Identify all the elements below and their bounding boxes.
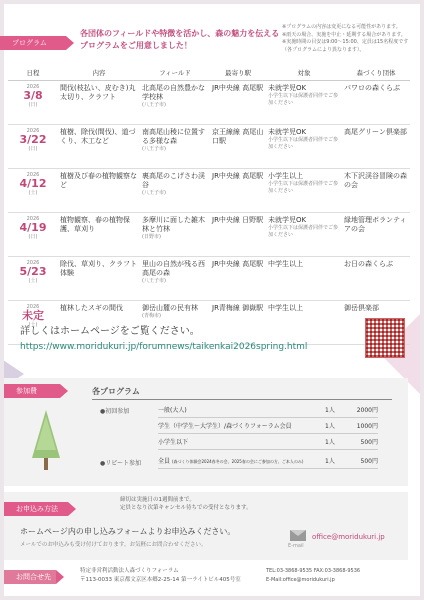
contact-info	[266, 567, 360, 585]
row-group: 高尾グリーン倶楽部	[342, 124, 410, 168]
row-date	[8, 80, 58, 124]
row-date	[8, 256, 58, 300]
row-weekday: (土)	[28, 321, 38, 328]
row-target	[266, 124, 342, 168]
row-field-city: (青梅市)	[142, 312, 161, 319]
schedule-header-row	[8, 66, 410, 80]
row-field	[140, 256, 210, 300]
fee-label: 小学生以下	[158, 439, 189, 446]
row-field-city: (日野市)	[142, 233, 161, 240]
row-group: 木下沢渓谷冒険の森の会	[342, 168, 410, 212]
row-field-city: (八王子市)	[142, 101, 166, 108]
fee-row	[158, 455, 378, 469]
row-target-main: 中学生以上	[268, 303, 303, 312]
fee-amount: 500円	[360, 458, 378, 465]
contact-email[interactable]: E-Mail:office@moridukuri.jp	[266, 577, 335, 583]
fee-row	[158, 404, 378, 418]
row-group: 御岳倶楽部	[342, 300, 410, 344]
row-station: JR中央線 高尾駅	[210, 256, 266, 300]
fee-repeat-label: ●リピート参加	[100, 460, 141, 467]
contact-tel: TEL:03-3868-9535 FAX:03-3868-9536	[266, 568, 361, 574]
row-target-main: 未就学児OK	[268, 127, 307, 136]
row-target-main: 未就学児OK	[268, 83, 307, 92]
fee-first-label: ●初回参加	[100, 408, 130, 415]
row-field-city: (八王子市)	[142, 189, 166, 196]
note-line: ※雨天の場合、実施を中止・延期する場合があります。	[282, 31, 406, 38]
row-target-note: 小学生以下は保護者同伴でご参加ください	[268, 136, 339, 150]
qr-code-icon	[365, 318, 405, 358]
inquiry-ribbon: お問合せ先	[4, 570, 56, 584]
row-day: 5/23	[19, 264, 47, 278]
fee-row	[158, 420, 378, 434]
program-url-link[interactable]: https://www.moridukuri.jp/forumnews/taikenkai2026spring.html	[20, 342, 308, 352]
row-target-main: 小学生以上	[268, 171, 303, 180]
row-weekday: (日)	[28, 145, 38, 152]
organization-info	[80, 567, 241, 585]
fee-count: 1人	[325, 407, 335, 414]
fee-count: 1人	[325, 458, 335, 465]
fee-label: 学生（中学生〜大学生）/森づくりフォーラム会員	[158, 423, 292, 430]
row-target-main: 中学生以上	[268, 259, 303, 268]
row-date	[8, 124, 58, 168]
row-field-name: 御岳山麓の民有林	[142, 303, 198, 312]
tree-icon	[30, 410, 62, 470]
row-station: 京王線線 高尾山口駅	[210, 124, 266, 168]
row-target	[266, 80, 342, 124]
fee-label	[158, 455, 303, 469]
row-group: 緑地管理ボランティアの会	[342, 212, 410, 256]
row-field	[140, 124, 210, 168]
fee-label: 一般(大人)	[158, 407, 187, 414]
row-year: 2026	[26, 259, 40, 266]
col-content: 内容	[58, 66, 140, 80]
row-day: 未定	[22, 308, 44, 322]
row-day: 3/22	[19, 132, 47, 146]
row-target	[266, 168, 342, 212]
row-target-note: 小学生以下は保護者同伴でご参加ください	[268, 224, 339, 238]
row-field-name: 多摩川に面した雑木林と竹林	[142, 215, 205, 233]
row-station: JR中央線 高尾駅	[210, 168, 266, 212]
row-target	[266, 256, 342, 300]
apply-line: 締切は実施日の1週間前まで。	[120, 497, 195, 503]
row-field-name: 里山の自然が残る西高尾の森	[142, 259, 205, 277]
fee-label-text: 全員	[158, 458, 171, 465]
apply-line: 定員となり次第キャンセル待ちでの受付となります。	[120, 505, 252, 511]
apply-email-link[interactable]: office@moridukuri.jp	[312, 533, 385, 541]
row-date	[8, 168, 58, 212]
row-field	[140, 80, 210, 124]
org-address: 〒113-0033 東京都文京区本郷2-25-14 第一ライトビル405号室	[80, 577, 241, 583]
row-year: 2026	[26, 83, 40, 90]
row-year: 2026	[26, 215, 40, 222]
row-station: JR中央線 高尾駅	[210, 80, 266, 124]
row-target-note: 小学生以下は保護者同伴でご参加ください	[268, 92, 339, 106]
row-field-city: (八王子市)	[142, 277, 166, 284]
col-target: 対象	[266, 66, 342, 80]
row-group: パワロの森くらぶ	[342, 80, 410, 124]
row-target	[266, 300, 342, 344]
fee-amount: 500円	[360, 439, 378, 446]
row-year: 2026	[26, 303, 40, 310]
more-info-text: 詳しくはホームページをご覧ください。	[20, 326, 200, 337]
row-weekday: (土)	[28, 277, 38, 284]
fee-count: 1人	[325, 439, 335, 446]
row-group: お日の森くらぶ	[342, 256, 410, 300]
row-day: 4/19	[19, 220, 47, 234]
col-field: フィールド	[140, 66, 210, 80]
row-year: 2026	[26, 171, 40, 178]
schedule-row	[8, 212, 410, 256]
apply-sub-text: メールでのお申込みも受け付けております。お気軽にお問合わせください。	[20, 542, 207, 548]
schedule-table	[8, 66, 410, 345]
program-notes	[282, 24, 414, 54]
row-weekday: (土)	[28, 189, 38, 196]
fee-count: 1人	[325, 423, 335, 430]
fee-row	[158, 436, 378, 450]
apply-main-text: ホームページ内の申し込みフォームよりお申込みください。	[20, 527, 236, 536]
fee-note: (森づくり体験会2024春冬の会、2025春の会にご参加の方、ご本人のみ)	[171, 459, 304, 464]
row-day: 4/12	[19, 176, 47, 190]
row-field-name: 裏高尾のこげさわ渓谷	[142, 171, 205, 189]
row-day: 3/8	[23, 88, 43, 102]
col-station: 最寄り駅	[210, 66, 266, 80]
row-weekday: (日)	[28, 101, 38, 108]
program-ribbon: プログラム	[0, 36, 66, 50]
schedule-row	[8, 80, 410, 124]
note-line: ※プログラムの内容は変更になる可能性があります。	[282, 24, 401, 30]
row-station: JR中央線 日野駅	[210, 212, 266, 256]
col-group: 森づくり団体	[342, 66, 410, 80]
fee-ribbon: 参加費	[4, 384, 60, 398]
fee-title: 各プログラム	[92, 386, 392, 400]
row-station: JR青梅線 御嶽駅	[210, 300, 266, 344]
row-field	[140, 212, 210, 256]
schedule-row	[8, 168, 410, 212]
row-field-name: 北高尾の自然豊かな学校林	[142, 83, 205, 101]
col-date: 日程	[8, 66, 58, 80]
schedule-row	[8, 256, 410, 300]
note-line: ※実施時間の目安は9:00〜15:00、定員は15名程度です（各プログラムにより異なります）。	[282, 39, 409, 53]
row-target	[266, 212, 342, 256]
row-year: 2026	[26, 127, 40, 134]
row-content: 植樹、除伐(間伐)、道づくり、木工など	[58, 124, 140, 168]
apply-ribbon: お申込み方法	[4, 502, 68, 516]
row-content: 間伐(枝払い、皮むき)丸太切り、クラフト	[58, 80, 140, 124]
row-content: 植物観察、春の植物保護、草刈り	[58, 212, 140, 256]
fee-amount: 2000円	[356, 407, 378, 414]
row-field	[140, 168, 210, 212]
row-content: 植林したスギの間伐	[58, 300, 140, 344]
fee-amount: 1000円	[356, 423, 378, 430]
row-field-city: (八王子市)	[142, 145, 166, 152]
row-weekday: (日)	[28, 233, 38, 240]
mail-caption: E-mail	[288, 543, 304, 549]
mail-icon	[290, 530, 306, 541]
row-date	[8, 212, 58, 256]
row-field-name: 南高尾山稜に位置する多様な森	[142, 127, 205, 145]
program-intro: 各団体のフィールドや特徴を活かし、森の魅力を伝えるプログラムをご用意しました！	[80, 29, 280, 50]
row-content: 除伐、草刈り、クラフト体験	[58, 256, 140, 300]
row-target-note: 小学生以下は保護者同伴でご参加ください	[268, 180, 339, 194]
org-name: 特定非営利活動法人森づくりフォーラム	[80, 568, 179, 574]
row-content: 植樹及び春の植物観察など	[58, 168, 140, 212]
row-target-main: 未就学児OK	[268, 215, 307, 224]
schedule-row	[8, 124, 410, 168]
apply-deadline	[120, 496, 252, 512]
